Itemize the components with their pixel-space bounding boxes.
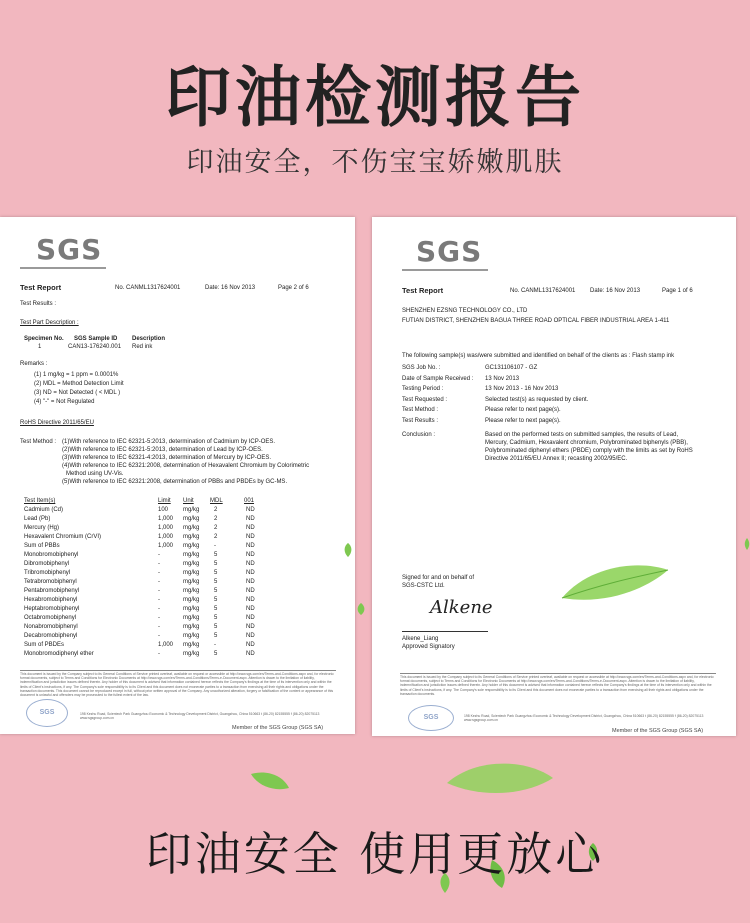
table-cell: 5	[214, 552, 218, 558]
table-cell: ND	[246, 543, 255, 549]
table-cell: 1,000	[158, 642, 174, 648]
table-cell: -	[158, 561, 160, 567]
table-cell: mg/kg	[183, 579, 200, 585]
field-value: Selected test(s) as requested by client.	[485, 396, 589, 403]
table-cell: 5	[214, 651, 218, 657]
spec-header-id: SGS Sample ID	[74, 336, 118, 342]
table-cell: ND	[246, 579, 255, 585]
field-label: Test Requested :	[402, 396, 448, 403]
table-header-unit: Unit	[183, 498, 194, 504]
address-fine-print: 198 Kezhu Road, Scientech Park Guangzhou Economic & Technology Development District, Guangzhou, China 510663 t (86-20) 82155555 f (86-20) 82075113 www.sgsgroup.com.cn	[464, 714, 704, 723]
field-label: Test Method :	[402, 407, 439, 413]
table-cell: -	[158, 552, 160, 558]
table-cell: 100	[158, 507, 169, 513]
table-cell: 5	[214, 597, 218, 603]
table-cell: -	[158, 633, 160, 639]
table-cell: Nonabromobiphenyl	[24, 624, 78, 630]
table-cell: ND	[246, 561, 255, 567]
table-cell: mg/kg	[183, 525, 200, 531]
address-fine-print: 198 Kezhu Road, Scientech Park Guangzhou Economic & Technology Development District, Guangzhou, China 510663 t (86-20) 82155555 f (86-20) 82075113 www.sgsgroup.com.cn	[80, 712, 320, 721]
report-title: Test Report	[402, 286, 444, 295]
field-value: GC131106107 - GZ	[485, 365, 538, 371]
table-cell: mg/kg	[183, 606, 200, 612]
table-cell: mg/kg	[183, 633, 200, 639]
table-cell: -	[158, 651, 160, 657]
table-cell: 1,000	[158, 543, 174, 549]
method-line: (2)With reference to IEC 62321-5:2013, determination of Lead by ICP-OES.	[62, 447, 263, 453]
remark-line: (3) ND = Not Detected ( < MDL )	[34, 390, 121, 396]
client-company: SHENZHEN EZSNG TECHNOLOGY CO., LTD	[402, 308, 528, 314]
green-leaf-icon	[445, 758, 555, 798]
logo-underline	[20, 267, 106, 269]
table-cell: 5	[214, 615, 218, 621]
table-cell: mg/kg	[183, 588, 200, 594]
report-number: No. CANML1317624001	[510, 288, 576, 294]
table-cell: Pentabromobiphenyl	[24, 588, 80, 594]
method-line: (3)With reference to IEC 62321-4:2013, determination of Mercury by ICP-OES.	[62, 455, 272, 461]
table-header-mdl: MDL	[210, 498, 223, 504]
spec-cell-desc: Red ink	[132, 344, 153, 350]
table-cell: 2	[214, 507, 218, 513]
table-cell: -	[158, 615, 160, 621]
table-cell: ND	[246, 570, 255, 576]
report-title: Test Report	[20, 283, 62, 292]
table-cell: mg/kg	[183, 552, 200, 558]
test-results-label: Test Results :	[20, 301, 57, 307]
table-cell: ND	[246, 615, 255, 621]
signature-line	[402, 631, 488, 632]
page-subtitle: 印油安全，不伤宝宝娇嫩肌肤	[186, 147, 564, 178]
table-cell: 1,000	[158, 516, 174, 522]
table-header-001: 001	[244, 498, 255, 504]
green-leaf-icon	[343, 543, 353, 557]
table-cell: 5	[214, 633, 218, 639]
table-cell: Lead (Pb)	[24, 516, 51, 522]
remark-line: (2) MDL = Method Detection Limit	[34, 381, 124, 387]
sgs-logo: SGS	[36, 233, 103, 266]
rohs-directive: RoHS Directive 2011/65/EU	[20, 420, 94, 426]
signed-for-label: Signed for and on behalf of	[402, 575, 475, 581]
report-number: No. CANML1317624001	[115, 285, 181, 291]
report-date: Date: 16 Nov 2013	[590, 288, 641, 294]
table-cell: mg/kg	[183, 651, 200, 657]
client-address: FUTIAN DISTRICT, SHENZHEN BAGUA THREE ROAD OPTICAL FIBER INDUSTRIAL AREA 1-411	[402, 318, 670, 324]
green-leaf-icon	[560, 560, 670, 605]
table-cell: Sum of PBBs	[24, 543, 60, 549]
table-cell: 2	[214, 534, 218, 540]
spec-header-desc: Description	[132, 336, 166, 342]
conclusion-line: Polybrominated diphenyl ethers (PBDE) comply with the limits as set by RoHS	[485, 448, 693, 454]
signature: Alkene	[430, 597, 493, 618]
table-cell: mg/kg	[183, 507, 200, 513]
table-cell: ND	[246, 525, 255, 531]
table-cell: mg/kg	[183, 642, 200, 648]
method-line: (4)With reference to IEC 62321:2008, determination of Hexavalent Chromium by Colorimetric	[62, 463, 310, 469]
table-cell: 5	[214, 588, 218, 594]
table-cell: ND	[246, 624, 255, 630]
table-cell: -	[158, 624, 160, 630]
sgs-logo: SGS	[416, 235, 483, 268]
conclusion-line: Directive 2011/65/EU Annex II; recasting 2002/95/EC.	[485, 456, 628, 462]
footer-rule	[20, 670, 336, 671]
table-cell: ND	[246, 651, 255, 657]
spec-cell-id: CAN13-176240.001	[68, 344, 122, 350]
table-cell: mg/kg	[183, 561, 200, 567]
table-cell: ND	[246, 534, 255, 540]
table-cell: -	[158, 597, 160, 603]
field-label: Test Results :	[402, 417, 439, 424]
method-line: (1)With reference to IEC 62321-5:2013, determination of Cadmium by ICP-OES.	[62, 439, 276, 445]
table-cell: ND	[246, 552, 255, 558]
table-cell: ND	[246, 507, 255, 513]
table-cell: -	[214, 642, 216, 648]
field-label: SGS Job No. :	[402, 365, 441, 371]
report-date: Date: 16 Nov 2013	[205, 285, 256, 291]
spec-header-no: Specimen No.	[24, 336, 64, 342]
table-cell: 5	[214, 561, 218, 567]
field-value: 13 Nov 2013 - 16 Nov 2013	[485, 386, 559, 392]
table-cell: -	[158, 588, 160, 594]
table-cell: Tetrabromobiphenyl	[24, 579, 77, 585]
table-cell: ND	[246, 597, 255, 603]
table-cell: -	[158, 606, 160, 612]
table-cell: 2	[214, 516, 218, 522]
table-cell: Monobromobiphenyl	[24, 552, 79, 558]
table-cell: Sum of PBDEs	[24, 642, 65, 648]
green-leaf-icon	[250, 770, 290, 792]
test-report-page-1	[372, 217, 736, 736]
remarks-label: Remarks :	[20, 361, 48, 367]
remark-line: (4) "-" = Not Regulated	[34, 399, 95, 405]
report-page: Page 2 of 6	[278, 285, 309, 291]
legal-fine-print: This document is issued by the Company subject to its General Conditions of Service printed overleaf, available on request or accessible at http://www.sgs.com/en/Terms-and-Conditions.aspx and, for electronic format documents, subject to Terms and Conditions for Electronic Documents at http://www.sgs.com/en/Terms-and-Conditions/Terms-e-Document.aspx. Attention is drawn to the limitation of liability, indemnification and jurisdiction issues defined therein. Any holder of this document is advised that information contained hereon reflects the Company's findings at the time of its intervention only and within the limits of Client's instructions, if any. The Company's sole responsibility is to its Client and this document does not exonerate parties to a transaction from exercising all their rights and obligations under the transaction documents. This document cannot be reproduced except in full, without prior written approval of the Company. Any unauthorized alteration, forgery or falsification of the content or appearance of this document is unlawful and offenders may be prosecuted to the fullest extent of the law.	[20, 672, 334, 698]
green-leaf-icon	[356, 603, 366, 615]
table-cell: 5	[214, 570, 218, 576]
table-header-item: Test Item(s)	[24, 498, 56, 504]
field-label: Date of Sample Received :	[402, 375, 474, 382]
method-line: (5)With reference to IEC 62321:2008, determination of PBBs and PBDEs by GC-MS.	[62, 479, 288, 485]
table-cell: Monobromodiphenyl ether	[24, 651, 94, 657]
table-cell: Hexavalent Chromium (CrVI)	[24, 534, 102, 540]
table-cell: -	[158, 579, 160, 585]
table-cell: Tribromobiphenyl	[24, 570, 71, 576]
sample-intro: The following sample(s) was/were submitted and identified on behalf of the clients as : Flash stamp ink	[402, 353, 675, 359]
green-leaf-icon	[744, 538, 750, 550]
table-cell: Decabromobiphenyl	[24, 633, 78, 639]
signer-name: Alkene_Liang	[402, 636, 439, 642]
signed-company: SGS-CSTC Ltd.	[402, 583, 445, 589]
table-cell: mg/kg	[183, 516, 200, 522]
sgs-stamp: SGS	[26, 699, 68, 727]
table-cell: Mercury (Hg)	[24, 525, 60, 531]
table-cell: 5	[214, 579, 218, 585]
legal-fine-print: This document is issued by the Company subject to its General Conditions of Service printed overleaf, available on request or accessible at http://www.sgs.com/en/Terms-and-Conditions.aspx and, for electronic format documents, subject to Terms and Conditions for Electronic Documents at http://www.sgs.com/en/Terms-and-Conditions/Terms-e-Document.aspx. Attention is drawn to the limitation of liability, indemnification and jurisdiction issues defined therein. Any holder of this document is advised that information contained hereon reflects the Company's findings at the time of its intervention only and within the limits of Client's instructions, if any. The Company's sole responsibility is to its Client and this document does not exonerate parties to a transaction from exercising all their rights and obligations under the transaction documents.	[400, 675, 714, 696]
table-cell: Cadmium (Cd)	[24, 507, 64, 513]
table-cell: 5	[214, 606, 218, 612]
table-cell: ND	[246, 633, 255, 639]
table-cell: ND	[246, 516, 255, 522]
table-cell: mg/kg	[183, 534, 200, 540]
member-line: Member of the SGS Group (SGS SA)	[232, 725, 324, 731]
part-description-label: Test Part Description :	[20, 320, 79, 326]
conclusion-line: Based on the performed tests on submitted samples, the results of Lead,	[485, 432, 679, 438]
table-cell: Dibromobiphenyl	[24, 561, 70, 567]
table-cell: ND	[246, 642, 255, 648]
logo-underline	[402, 269, 488, 271]
member-line: Member of the SGS Group (SGS SA)	[612, 728, 704, 734]
table-cell: 5	[214, 624, 218, 630]
table-cell: mg/kg	[183, 543, 200, 549]
table-cell: mg/kg	[183, 624, 200, 630]
field-value: Please refer to next page(s).	[485, 417, 561, 424]
test-report-page-2	[0, 217, 355, 734]
conclusion-label: Conclusion :	[402, 432, 436, 438]
spec-cell-no: 1	[38, 344, 42, 350]
page-title: 印油检测报告	[165, 59, 585, 136]
table-cell: -	[214, 543, 216, 549]
table-cell: Heptabromobiphenyl	[24, 606, 80, 612]
table-cell: ND	[246, 606, 255, 612]
method-line: Method using UV-Vis.	[66, 471, 124, 477]
footer-rule	[400, 673, 716, 674]
table-cell: mg/kg	[183, 597, 200, 603]
field-value: 13 Nov 2013	[485, 375, 520, 382]
table-cell: Hexabromobiphenyl	[24, 597, 78, 603]
table-cell: mg/kg	[183, 570, 200, 576]
table-cell: Octabromobiphenyl	[24, 615, 77, 621]
footer-slogan: 印油安全 使用更放心	[145, 827, 605, 881]
test-method-label: Test Method :	[20, 439, 57, 445]
table-cell: ND	[246, 588, 255, 594]
sgs-stamp: SGS	[408, 705, 454, 731]
table-header-limit: Limit	[158, 498, 171, 504]
signer-title: Approved Signatory	[402, 644, 455, 650]
table-cell: mg/kg	[183, 615, 200, 621]
table-cell: -	[158, 570, 160, 576]
table-cell: 1,000	[158, 534, 174, 540]
remark-line: (1) 1 mg/kg = 1 ppm = 0.0001%	[34, 372, 119, 378]
table-cell: 1,000	[158, 525, 174, 531]
field-value: Please refer to next page(s).	[485, 407, 561, 413]
table-cell: 2	[214, 525, 218, 531]
conclusion-line: Mercury, Cadmium, Hexavalent chromium, Polybrominated biphenyls (PBB),	[485, 440, 688, 446]
report-page: Page 1 of 6	[662, 288, 693, 294]
field-label: Testing Period :	[402, 386, 444, 392]
